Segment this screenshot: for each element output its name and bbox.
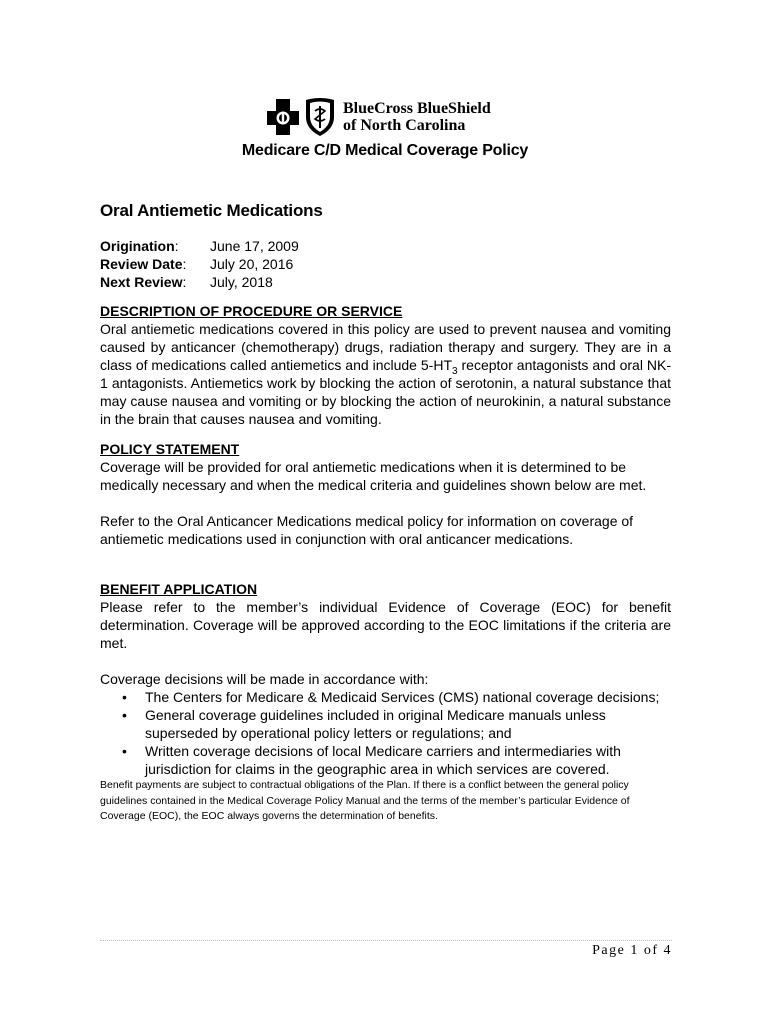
- description-text-start: Oral antiemetic medications covered in this policy are used to prevent nausea and vomiting caused by anticancer (chemotherapy) drugs, radiation therapy and surgery. They are in a class of medications called antiemetics and include 5-HT: [100, 321, 671, 373]
- blue-cross-icon: [265, 97, 301, 137]
- origination-label: Origination: [100, 238, 175, 254]
- list-item: • Written coverage decisions of local Medicare carriers and intermediaries with jurisdiction for claims in the geographic area in which services are covered.: [122, 743, 621, 777]
- brand-line-1: BlueCross BlueShield: [343, 100, 491, 117]
- list-item: • The Centers for Medicare & Medicaid Services (CMS) national coverage decisions;: [122, 689, 660, 705]
- document-title: Medicare C/D Medical Coverage Policy: [241, 142, 529, 159]
- description-heading: DESCRIPTION OF PROCEDURE OR SERVICE: [100, 303, 403, 319]
- brand-name: [343, 100, 491, 134]
- review-date-row: Review Date: July 20, 2016: [100, 256, 294, 272]
- blue-shield-icon: [303, 97, 337, 137]
- description-text-end: receptor antagonists and oral NK-1 antagonists. Antiemetics work by blocking the action of serotonin, a natural substance that may cause nausea and vomiting or by blocking the action of neurokinin, a natural substance in the brain that causes nausea and vomiting.: [100, 357, 671, 427]
- coverage-decisions-list: [100, 688, 671, 778]
- bullet-icon: •: [122, 707, 127, 723]
- footer-divider: [100, 940, 672, 941]
- next-review-row: Next Review: July, 2018: [100, 274, 273, 290]
- policy-statement-paragraph: Coverage will be provided for oral antiemetic medications when it is determined to be medically necessary and when the medical criteria and guidelines shown below are met.: [100, 459, 647, 493]
- brand-line-2: of North Carolina: [343, 117, 466, 134]
- origination-row: Origination: June 17, 2009: [100, 238, 299, 254]
- bullet-icon: •: [122, 689, 127, 705]
- bcbs-logo: [265, 96, 491, 138]
- next-review-label: Next Review: [100, 274, 183, 290]
- policy-subject: Oral Antiemetic Medications: [100, 201, 323, 220]
- benefit-application-heading: BENEFIT APPLICATION: [100, 581, 258, 597]
- policy-body: [100, 200, 671, 825]
- fine-print: Benefit payments are subject to contractual obligations of the Plan. If there is a conflict between the general policy guidelines contained in the Medical Coverage Policy Manual and the terms of the member’s particular Evidence of Coverage (EOC), the EOC always governs the determination of benefits.: [100, 779, 630, 822]
- description-subscript: 3: [452, 365, 458, 377]
- review-date-value: July 20, 2016: [210, 256, 294, 272]
- benefit-paragraph: Please refer to the member’s individual Evidence of Coverage (EOC) for benefit determination. Coverage will be approved according to the EOC limitations if the criteria are met.: [100, 599, 671, 651]
- coverage-decisions-intro: Coverage decisions will be made in accordance with:: [100, 671, 429, 687]
- policy-statement-heading: POLICY STATEMENT: [100, 441, 240, 457]
- policy-dates: [100, 237, 671, 291]
- bullet-icon: •: [122, 743, 127, 759]
- review-date-label: Review Date: [100, 256, 183, 272]
- policy-reference-paragraph: Refer to the Oral Anticancer Medications medical policy for information on coverage of antiemetic medications used in conjunction with oral anticancer medications.: [100, 513, 634, 547]
- description-paragraph: [100, 320, 671, 428]
- next-review-value: July, 2018: [210, 274, 273, 290]
- page-number: Page 1 of 4: [592, 943, 672, 958]
- origination-value: June 17, 2009: [210, 238, 299, 254]
- list-item: • General coverage guidelines included in original Medicare manuals unless superseded by operational policy letters or regulations; and: [122, 707, 606, 741]
